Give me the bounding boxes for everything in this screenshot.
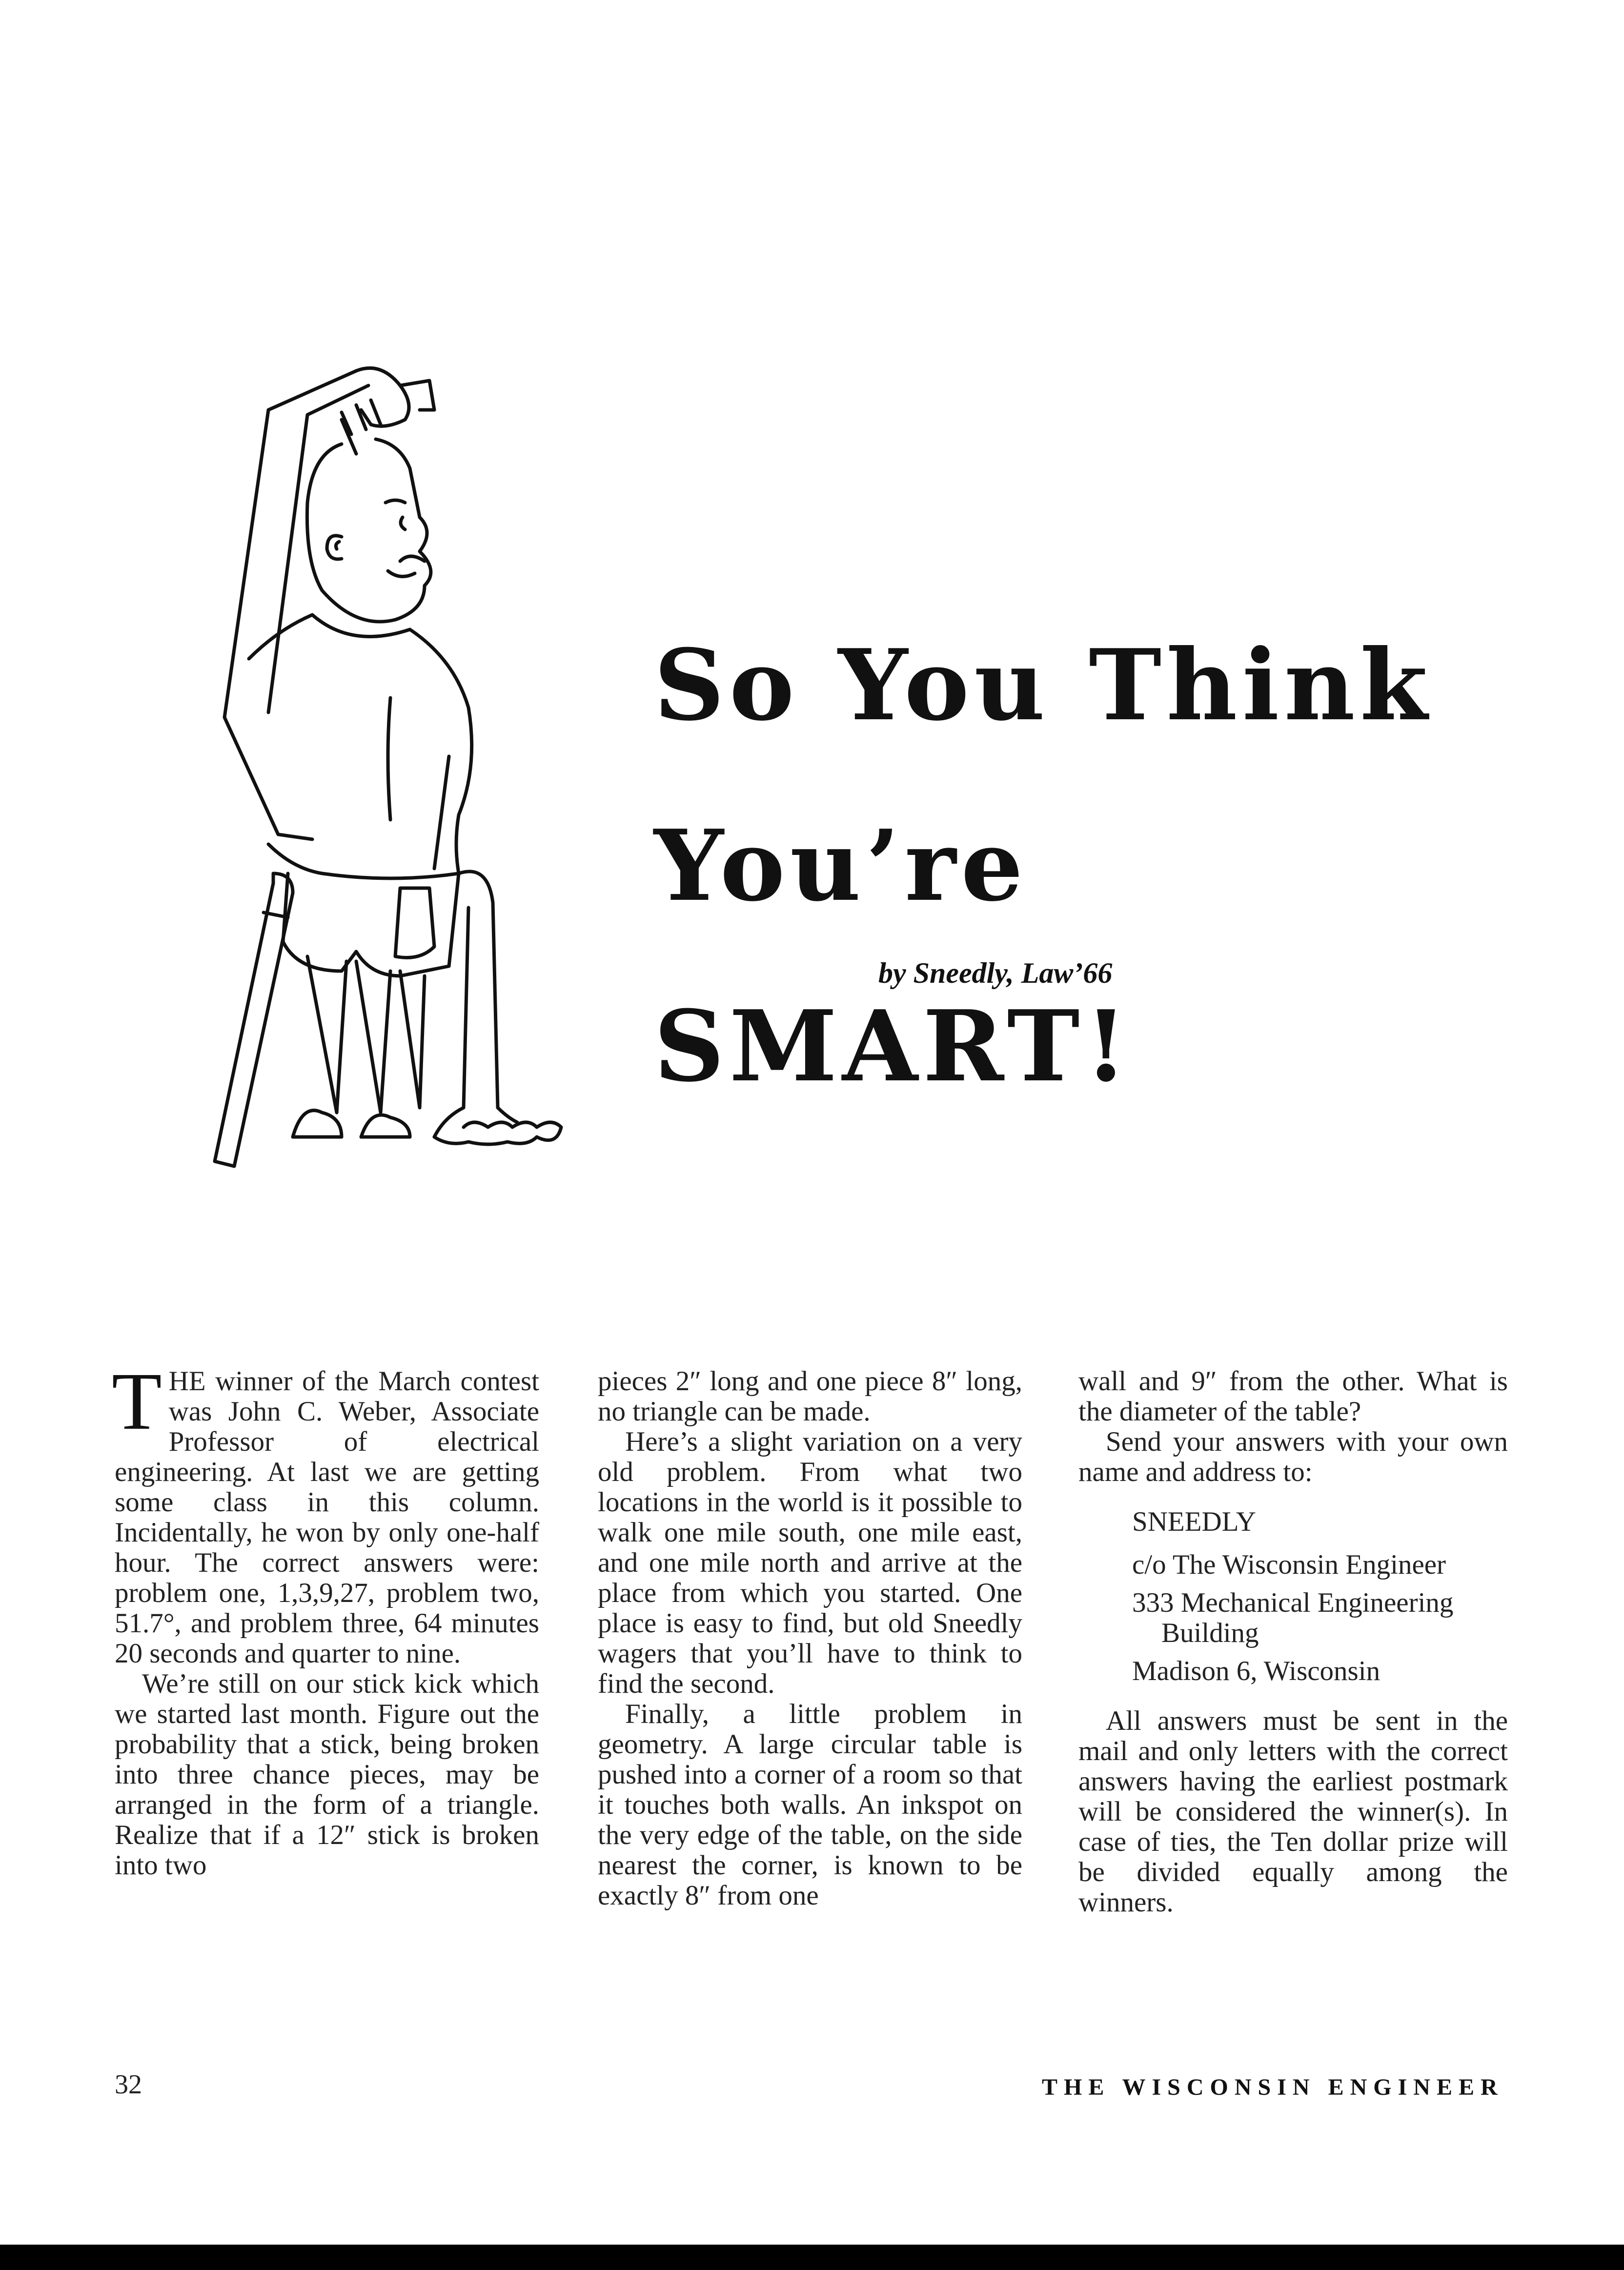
page-number: 32: [115, 2069, 142, 2100]
address-line: 333 Mechanical Engineering: [1132, 1587, 1454, 1618]
byline: by Sneedly, Law’66: [878, 957, 1113, 989]
cartoon-illustration: [195, 356, 566, 1181]
paragraph: Finally, a little problem in geometry. A large circular table is pushed into a corner of a room so that it touches both walls. An inkspot on the very edge of the table, on the side nearest the corner, is known to be exactly 8″ from one: [598, 1699, 1022, 1911]
address-line: SNEEDLY: [1132, 1506, 1256, 1537]
paragraph: pieces 2″ long and one piece 8″ long, no triangle can be made.: [598, 1366, 1022, 1427]
address-line: Madison 6, Wisconsin: [1132, 1656, 1380, 1686]
paragraph: Send your answers with your own name and address to:: [1078, 1426, 1508, 1487]
paragraph: Here’s a slight variation on a very old problem. From what two locations in the world is it possible to walk one mile south, one mile east, and one mile north and arrive at the place from which you started. One place is easy to find, but old Sneedly wagers that you’ll have to think to find the second.: [598, 1426, 1022, 1699]
paragraph: wall and 9″ from the other. What is the diameter of the table?: [1078, 1366, 1508, 1427]
paragraph: We’re still on our stick kick which we started last month. Figure out the probability that a stick, being broken into three chance pieces, may be arranged in the form of a triangle. Realize that if a 12″ stick is broken into two: [115, 1668, 539, 1881]
paragraph: [112, 1356, 539, 1669]
magazine-name: THE WISCONSIN ENGINEER: [1042, 2074, 1504, 2100]
scan-edge: [0, 2245, 1624, 2270]
title-line-1: So You Think: [654, 628, 1433, 743]
mailing-address: [1132, 1507, 1508, 1686]
drop-cap: T: [112, 1356, 162, 1447]
article-title: [654, 595, 1435, 1137]
paragraph: All answers must be sent in the mail and only letters with the correct answers having the earliest postmark will be considered the winner(s). In case of ties, the Ten dollar prize will be divided equally among the winners.: [1078, 1705, 1508, 1918]
title-line-2: You’re SMART!: [654, 809, 1133, 1104]
column-1: [112, 1356, 539, 1881]
column-3: [1078, 1366, 1508, 1918]
address-line: c/o The Wisconsin Engineer: [1132, 1549, 1446, 1580]
paragraph-text: HE winner of the March contest was John C. Weber, Associate Professor of electrical engineering. At last we are getting some class in this column. Incidentally, he won by only one-half hour. The correct answers were: problem one, 1,3,9,27, problem two, 51.7°, and problem three, 64 minutes 20 seconds and quarter to nine.: [115, 1366, 539, 1669]
column-2: [598, 1366, 1022, 1911]
address-line: Building: [1161, 1618, 1259, 1648]
